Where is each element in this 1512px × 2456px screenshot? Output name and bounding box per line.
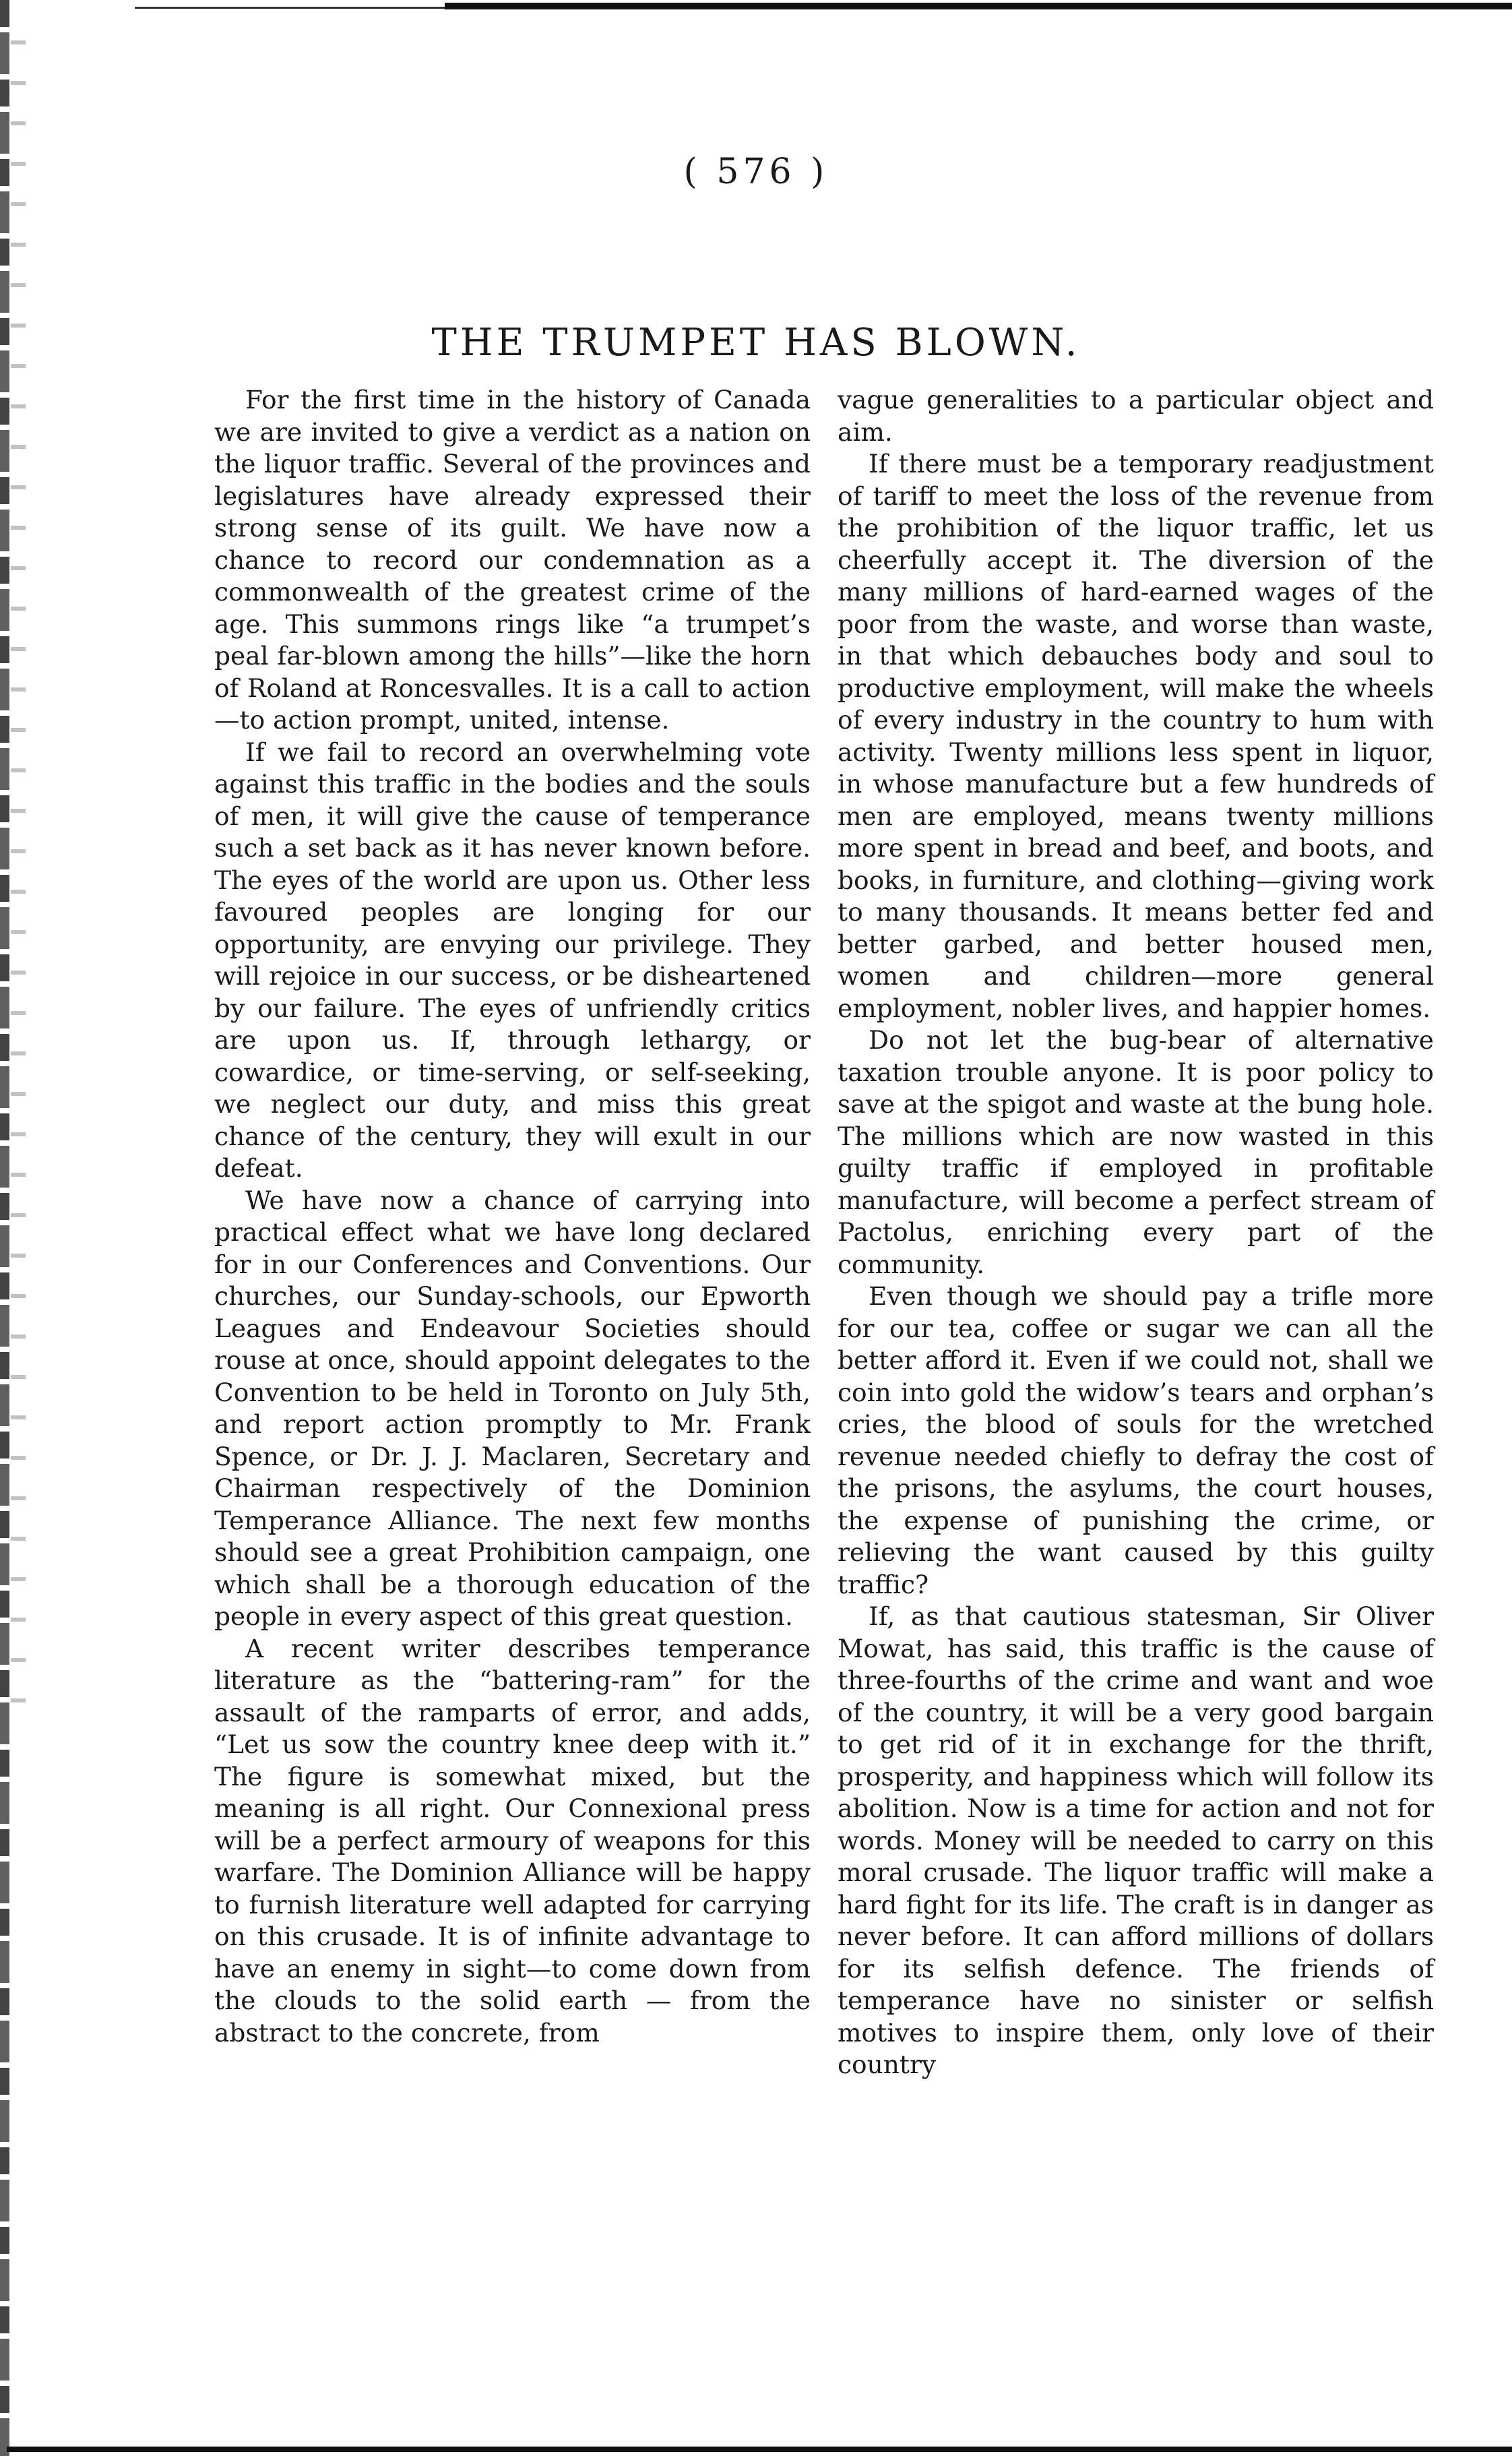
paragraph: Do not let the bug-bear of alternative taxation trouble anyone. It is poor policy to save at the spigot and waste at the bung hole. The millions which are now wasted in this guilty traffic if employed in profitable manufacture, will become a perfect stream of Pactolus, enriching every part of the community. bbox=[838, 1025, 1434, 1279]
paragraph-continuation: vague generalities to a particular object and aim. bbox=[838, 385, 1434, 447]
bottom-rule bbox=[7, 2447, 1512, 2452]
paragraph: Even though we should pay a trifle more for our tea, coffee or sugar we can all the better afford it. Even if we could not, shall we coin into gold the widow’s tears and orphan’s cries, the blood of souls for the wretched revenue needed chiefly to defray the cost of the prisons, the asylums, the court houses, the expense of punishing the crime, or relieving the want caused by this guilty traffic? bbox=[838, 1281, 1434, 1599]
top-rule bbox=[445, 3, 1512, 9]
page-spine-edge bbox=[0, 0, 9, 2456]
paragraph: A recent writer describes temperance literature as the “battering-ram” for the assault of the ramparts of error, and adds, “Let us sow the country knee deep with it.” The figure is somewhat mixed, but the meaning is all right. Our Connexional press will be a perfect armoury of weapons for this warfare. The Dominion Alliance will be happy to furnish literature well adapted for carrying on this crusade. It is of infinite advantage to have an enemy in sight—to come down from the clouds to the solid earth — from the abstract to the concrete, from bbox=[214, 1633, 811, 2048]
left-column bbox=[214, 384, 811, 2049]
paragraph: We have now a chance of carrying into practical effect what we have long declared for in our Conferences and Conventions. Our churches, our Sunday-schools, our Epworth Leagues and Endeavour Societies should rouse at once, should appoint delegates to the Convention to be held in Toronto on July 5th, and report action promptly to Mr. Frank Spence, or Dr. J. J. Maclaren, Secretary and Chairman respectively of the Dominion Temperance Alliance. The next few months should see a great Prohibition campaign, one which shall be a thorough education of the people in every aspect of this great question. bbox=[214, 1185, 811, 1631]
paragraph: If there must be a temporary readjustment of tariff to meet the loss of the revenue from the prohibition of the liquor traffic, let us cheerfully accept it. The diversion of the many millions of hard-earned wages of the poor from the waste, and worse than waste, in that which debauches body and soul to productive employment, will make the wheels of every industry in the country to hum with activity. Twenty millions less spent in liquor, in whose manufacture but a few hundreds of men are employed, means twenty millions more spent in bread and beef, and boots, and books, in furniture, and clothing—giving work to many thousands. It means better fed and better garbed, and better housed men, women and children—more general employment, nobler lives, and happier homes. bbox=[838, 449, 1434, 1023]
paragraph: For the first time in the history of Canada we are invited to give a verdict as a nation on the liquor traffic. Several of the provinces and legislatures have already expressed their strong sense of its guilt. We have now a chance to record our condemnation as a commonwealth of the greatest crime of the age. This summons rings like “a trumpet’s peal far-blown among the hills”—like the horn of Roland at Roncesvalles. It is a call to action—to action prompt, united, intense. bbox=[214, 385, 811, 735]
article-title: THE TRUMPET HAS BLOWN. bbox=[431, 320, 1081, 365]
page-number: ( 576 ) bbox=[683, 152, 829, 192]
page-margin-marks bbox=[11, 40, 26, 1725]
top-rule-thin bbox=[135, 7, 445, 9]
paragraph: If, as that cautious statesman, Sir Oliver Mowat, has said, this traffic is the cause of three-fourths of the crime and want and woe of the country, it will be a very good bargain to get rid of it in exchange for the thrift, prosperity, and happiness which will follow its abolition. Now is a time for action and not for words. Money will be needed to carry on this moral crusade. The liquor traffic will make a hard fight for its life. The craft is in danger as never before. It can afford millions of dollars for its selfish defence. The friends of temperance have no sinister or selfish motives to inspire them, only love of their country bbox=[838, 1601, 1434, 2079]
right-column bbox=[838, 384, 1434, 2081]
paragraph: If we fail to record an overwhelming vote against this traffic in the bodies and the souls of men, it will give the cause of temperance such a set back as it has never known before. The eyes of the world are upon us. Other less favoured peoples are longing for our opportunity, are envying our privilege. They will rejoice in our success, or be disheartened by our failure. The eyes of unfriendly critics are upon us. If, through lethargy, or cowardice, or time-serving, or self-seeking, we neglect our duty, and miss this great chance of the century, they will exult in our defeat. bbox=[214, 737, 811, 1183]
